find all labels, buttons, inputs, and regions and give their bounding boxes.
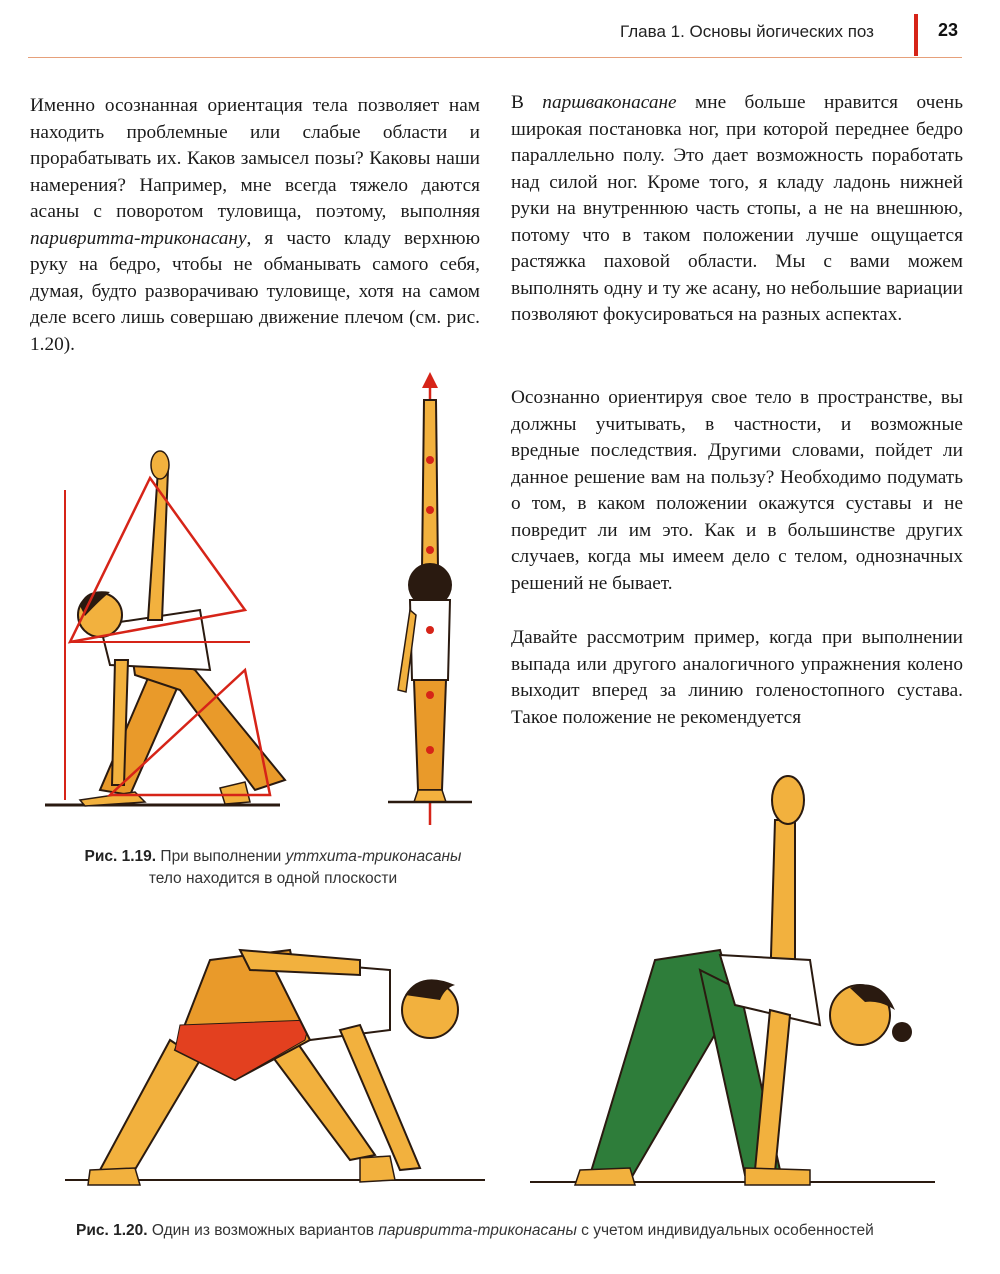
caption-text: тело находится в одной плоскости: [148, 870, 398, 887]
page-number: 23: [938, 20, 959, 40]
figure-1-19-caption: [63, 846, 483, 890]
figure-1-20-woman: [520, 770, 940, 1210]
text-span: В: [511, 92, 543, 113]
caption-emphasis: уттхита-триконасаны: [285, 848, 462, 865]
figure-1-19-side-view: [40, 370, 290, 820]
caption-text: Один из возможных вариантов: [151, 1222, 379, 1239]
caption-text: с учетом индивидуальных особенностей: [576, 1222, 874, 1239]
text-span: , я часто кладу верхнюю руку на бедро, чтобы не обманывать самого себя, думая, будто разворачиваю туловище, хотя на самом деле всего лишь совершаю движение плечом (см. рис. 1.20).: [30, 227, 480, 355]
figure-1-19-front-view: [380, 370, 480, 825]
caption-label: Рис. 1.20.: [76, 1222, 148, 1239]
emphasis-term: паршваконасане: [542, 92, 677, 113]
caption-label: Рис. 1.19.: [84, 848, 157, 865]
text-span: мне больше нравится очень широкая постановка ног, при которой переднее бедро параллельно полу. Это дает возможность поработать над силой ног. Кроме того, я кладу ладонь нижней руки на внутреннюю часть стопы, а не на внешнюю, потому что в таком положении лучше ощущается растяжка паховой области. Мы с вами можем выполнять одну и ту же асану, но небольшие вариации позволяют фокусироваться на разных аспектах.: [511, 92, 963, 325]
right-paragraph-3: Давайте рассмотрим пример, когда при выполнении выпада или другого аналогичного упражнения колено выходит вперед за линию голеностопного сустава. Такое положение не рекомендуется: [511, 627, 963, 728]
figure-1-20-man: [60, 930, 490, 1210]
header-accent-bar: [914, 14, 918, 56]
caption-emphasis: паривритта-триконасаны: [378, 1222, 577, 1239]
text-span: Именно осознанная ориентация тела позволяет нам находить проблемные или слабые области и прорабатывать их. Каков замысел позы? Каковы наши намерения? Например, мне всегда тяжело даются асаны с поворотом туловища, поэтому, выполняя: [30, 95, 480, 222]
figure-1-20-caption: [76, 1220, 976, 1242]
right-paragraph-1: [511, 90, 963, 329]
running-header: Глава 1. Основы йогических поз: [620, 22, 874, 41]
header-rule: [28, 57, 962, 58]
left-paragraph-1: [30, 93, 480, 358]
right-paragraph-2: Осознанно ориентируя свое тело в пространстве, вы должны учитывать, в частности, и возможные вредные последствия. Другими словами, пойдет ли данное решение вам на пользу? Необходимо подумать о том, в каком положении окажутся суставы и не повредит ли им это. Как и в большинстве других случаев, когда мы имеем дело с телом, однозначных решений не бывает.: [511, 387, 963, 594]
caption-text: При выполнении: [160, 848, 286, 865]
emphasis-term: паривритта-триконасану: [30, 227, 247, 249]
